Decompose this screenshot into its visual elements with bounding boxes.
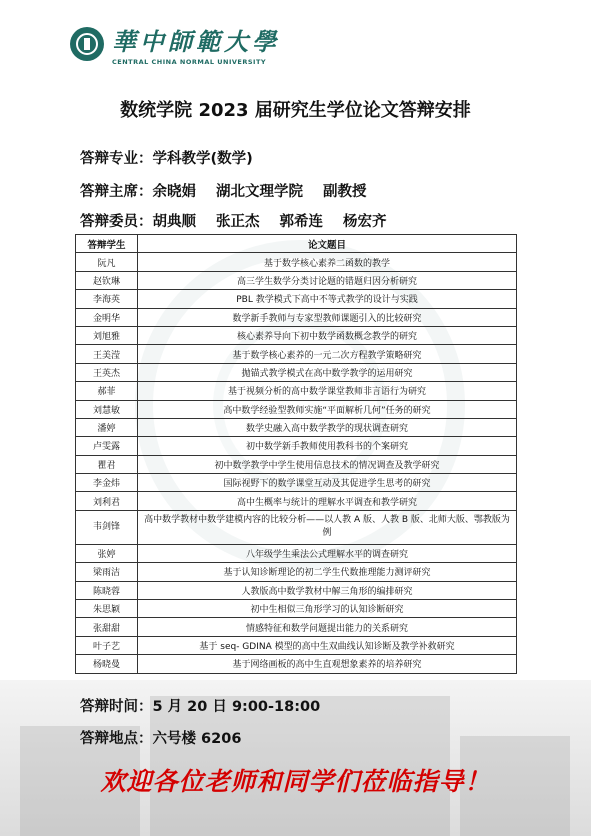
place-line	[80, 727, 241, 748]
thesis-title: 基于数学核心素养二函数的教学	[138, 253, 517, 271]
table-row	[76, 326, 517, 344]
member-name: 胡典顺	[152, 214, 196, 230]
thesis-title: 抛锚式教学模式在高中数学教学的运用研究	[138, 363, 517, 381]
university-name-cn: 華中師範大學	[112, 27, 280, 56]
table-row	[76, 253, 517, 271]
table-row	[76, 510, 517, 544]
table-row	[76, 600, 517, 618]
thesis-title: 数学史融入高中数学教学的现状调查研究	[138, 418, 517, 436]
thesis-title: 国际视野下的数学课堂互动及其促进学生思考的研究	[138, 474, 517, 492]
university-header	[70, 22, 280, 66]
chair-rank: 副教授	[323, 184, 367, 200]
student-name: 张婷	[76, 544, 138, 562]
header-student: 答辩学生	[76, 235, 138, 253]
defense-schedule-table	[75, 234, 517, 674]
table-row	[76, 581, 517, 599]
table-row	[76, 290, 517, 308]
members-line	[80, 210, 387, 231]
member-name: 杨宏齐	[343, 214, 387, 230]
table-row	[76, 308, 517, 326]
table-row	[76, 345, 517, 363]
student-name: 瞿君	[76, 455, 138, 473]
student-name: 赵钦琳	[76, 271, 138, 289]
student-name: 卢雯露	[76, 437, 138, 455]
student-name: 潘婷	[76, 418, 138, 436]
student-name: 王英杰	[76, 363, 138, 381]
student-name: 张甜甜	[76, 618, 138, 636]
place-label: 答辩地点：	[80, 731, 153, 747]
page-title: 数统学院 2023 届研究生学位论文答辩安排	[120, 100, 471, 121]
thesis-title: 八年级学生乘法公式理解水平的调查研究	[138, 544, 517, 562]
table-row	[76, 492, 517, 510]
student-name: 阮凡	[76, 253, 138, 271]
members-label: 答辩委员：	[80, 214, 153, 230]
thesis-title: 基于 seq- GDINA 模型的高中生双曲线认知诊断及教学补救研究	[138, 636, 517, 654]
thesis-title: 基于数学核心素养的一元二次方程教学策略研究	[138, 345, 517, 363]
student-name: 叶子艺	[76, 636, 138, 654]
thesis-title: 数学新手教师与专家型教师课题引入的比较研究	[138, 308, 517, 326]
table-row	[76, 418, 517, 436]
student-name: 王美滢	[76, 345, 138, 363]
thesis-title: 基于网络画板的高中生直观想象素养的培养研究	[138, 655, 517, 673]
table-row	[76, 437, 517, 455]
student-name: 朱思颖	[76, 600, 138, 618]
table-row	[76, 382, 517, 400]
member-name: 郭希连	[279, 214, 323, 230]
thesis-title: PBL 教学模式下高中不等式教学的设计与实践	[138, 290, 517, 308]
university-logo-icon	[70, 27, 104, 61]
thesis-title: 初中数学教学中学生使用信息技术的情况调查及教学研究	[138, 455, 517, 473]
chair-line	[80, 180, 367, 201]
student-name: 郝菲	[76, 382, 138, 400]
time-label: 答辩时间：	[80, 699, 153, 715]
member-name: 张正杰	[216, 214, 260, 230]
student-name: 刘慧敏	[76, 400, 138, 418]
chair-label: 答辩主席：	[80, 184, 153, 200]
thesis-title: 高中数学教材中数学建模内容的比较分析——以人教 A 版、人教 B 版、北师大版、鄂教版为例	[138, 510, 517, 544]
university-name-en: CENTRAL CHINA NORMAL UNIVERSITY	[112, 58, 267, 66]
thesis-title: 基于视频分析的高中数学课堂教师非言语行为研究	[138, 382, 517, 400]
thesis-title: 初中生相似三角形学习的认知诊断研究	[138, 600, 517, 618]
student-name: 李金炜	[76, 474, 138, 492]
chair-name: 余晓娟	[152, 184, 196, 200]
table-row	[76, 474, 517, 492]
thesis-title: 高三学生数学分类讨论题的错题归因分析研究	[138, 271, 517, 289]
thesis-title: 情感特征和数学问题提出能力的关系研究	[138, 618, 517, 636]
student-name: 陈晓蓉	[76, 581, 138, 599]
table-row	[76, 271, 517, 289]
thesis-title: 人教版高中数学教材中解三角形的编排研究	[138, 581, 517, 599]
student-name: 李海英	[76, 290, 138, 308]
table-row	[76, 363, 517, 381]
chair-org: 湖北文理学院	[216, 184, 303, 200]
table-row	[76, 655, 517, 673]
thesis-title: 高中生概率与统计的理解水平调查和教学研究	[138, 492, 517, 510]
student-name: 杨晓曼	[76, 655, 138, 673]
student-name: 刘旭雅	[76, 326, 138, 344]
time-line	[80, 695, 320, 716]
table-row	[76, 544, 517, 562]
header-thesis-title: 论文题目	[138, 235, 517, 253]
thesis-title: 基于认知诊断理论的初二学生代数推理能力测评研究	[138, 563, 517, 581]
student-name: 韦剑锋	[76, 510, 138, 544]
table-row	[76, 618, 517, 636]
thesis-title: 核心素养导向下初中数学函数概念教学的研究	[138, 326, 517, 344]
table-row	[76, 563, 517, 581]
table-row	[76, 455, 517, 473]
time-value: 5 月 20 日 9:00-18:00	[152, 699, 321, 715]
thesis-title: 高中数学经验型教师实施“平面解析几何”任务的研究	[138, 400, 517, 418]
student-name: 梁雨洁	[76, 563, 138, 581]
place-value: 六号楼 6206	[152, 731, 242, 747]
welcome-slogan: 欢迎各位老师和同学们莅临指导！	[100, 767, 491, 796]
table-row	[76, 636, 517, 654]
major-label: 答辩专业：	[80, 151, 153, 167]
student-name: 金明华	[76, 308, 138, 326]
major-value: 学科教学(数学)	[152, 151, 253, 167]
major-line	[80, 147, 253, 168]
table-header-row	[76, 235, 517, 253]
thesis-title: 初中数学新手教师使用教科书的个案研究	[138, 437, 517, 455]
table-row	[76, 400, 517, 418]
student-name: 刘利君	[76, 492, 138, 510]
